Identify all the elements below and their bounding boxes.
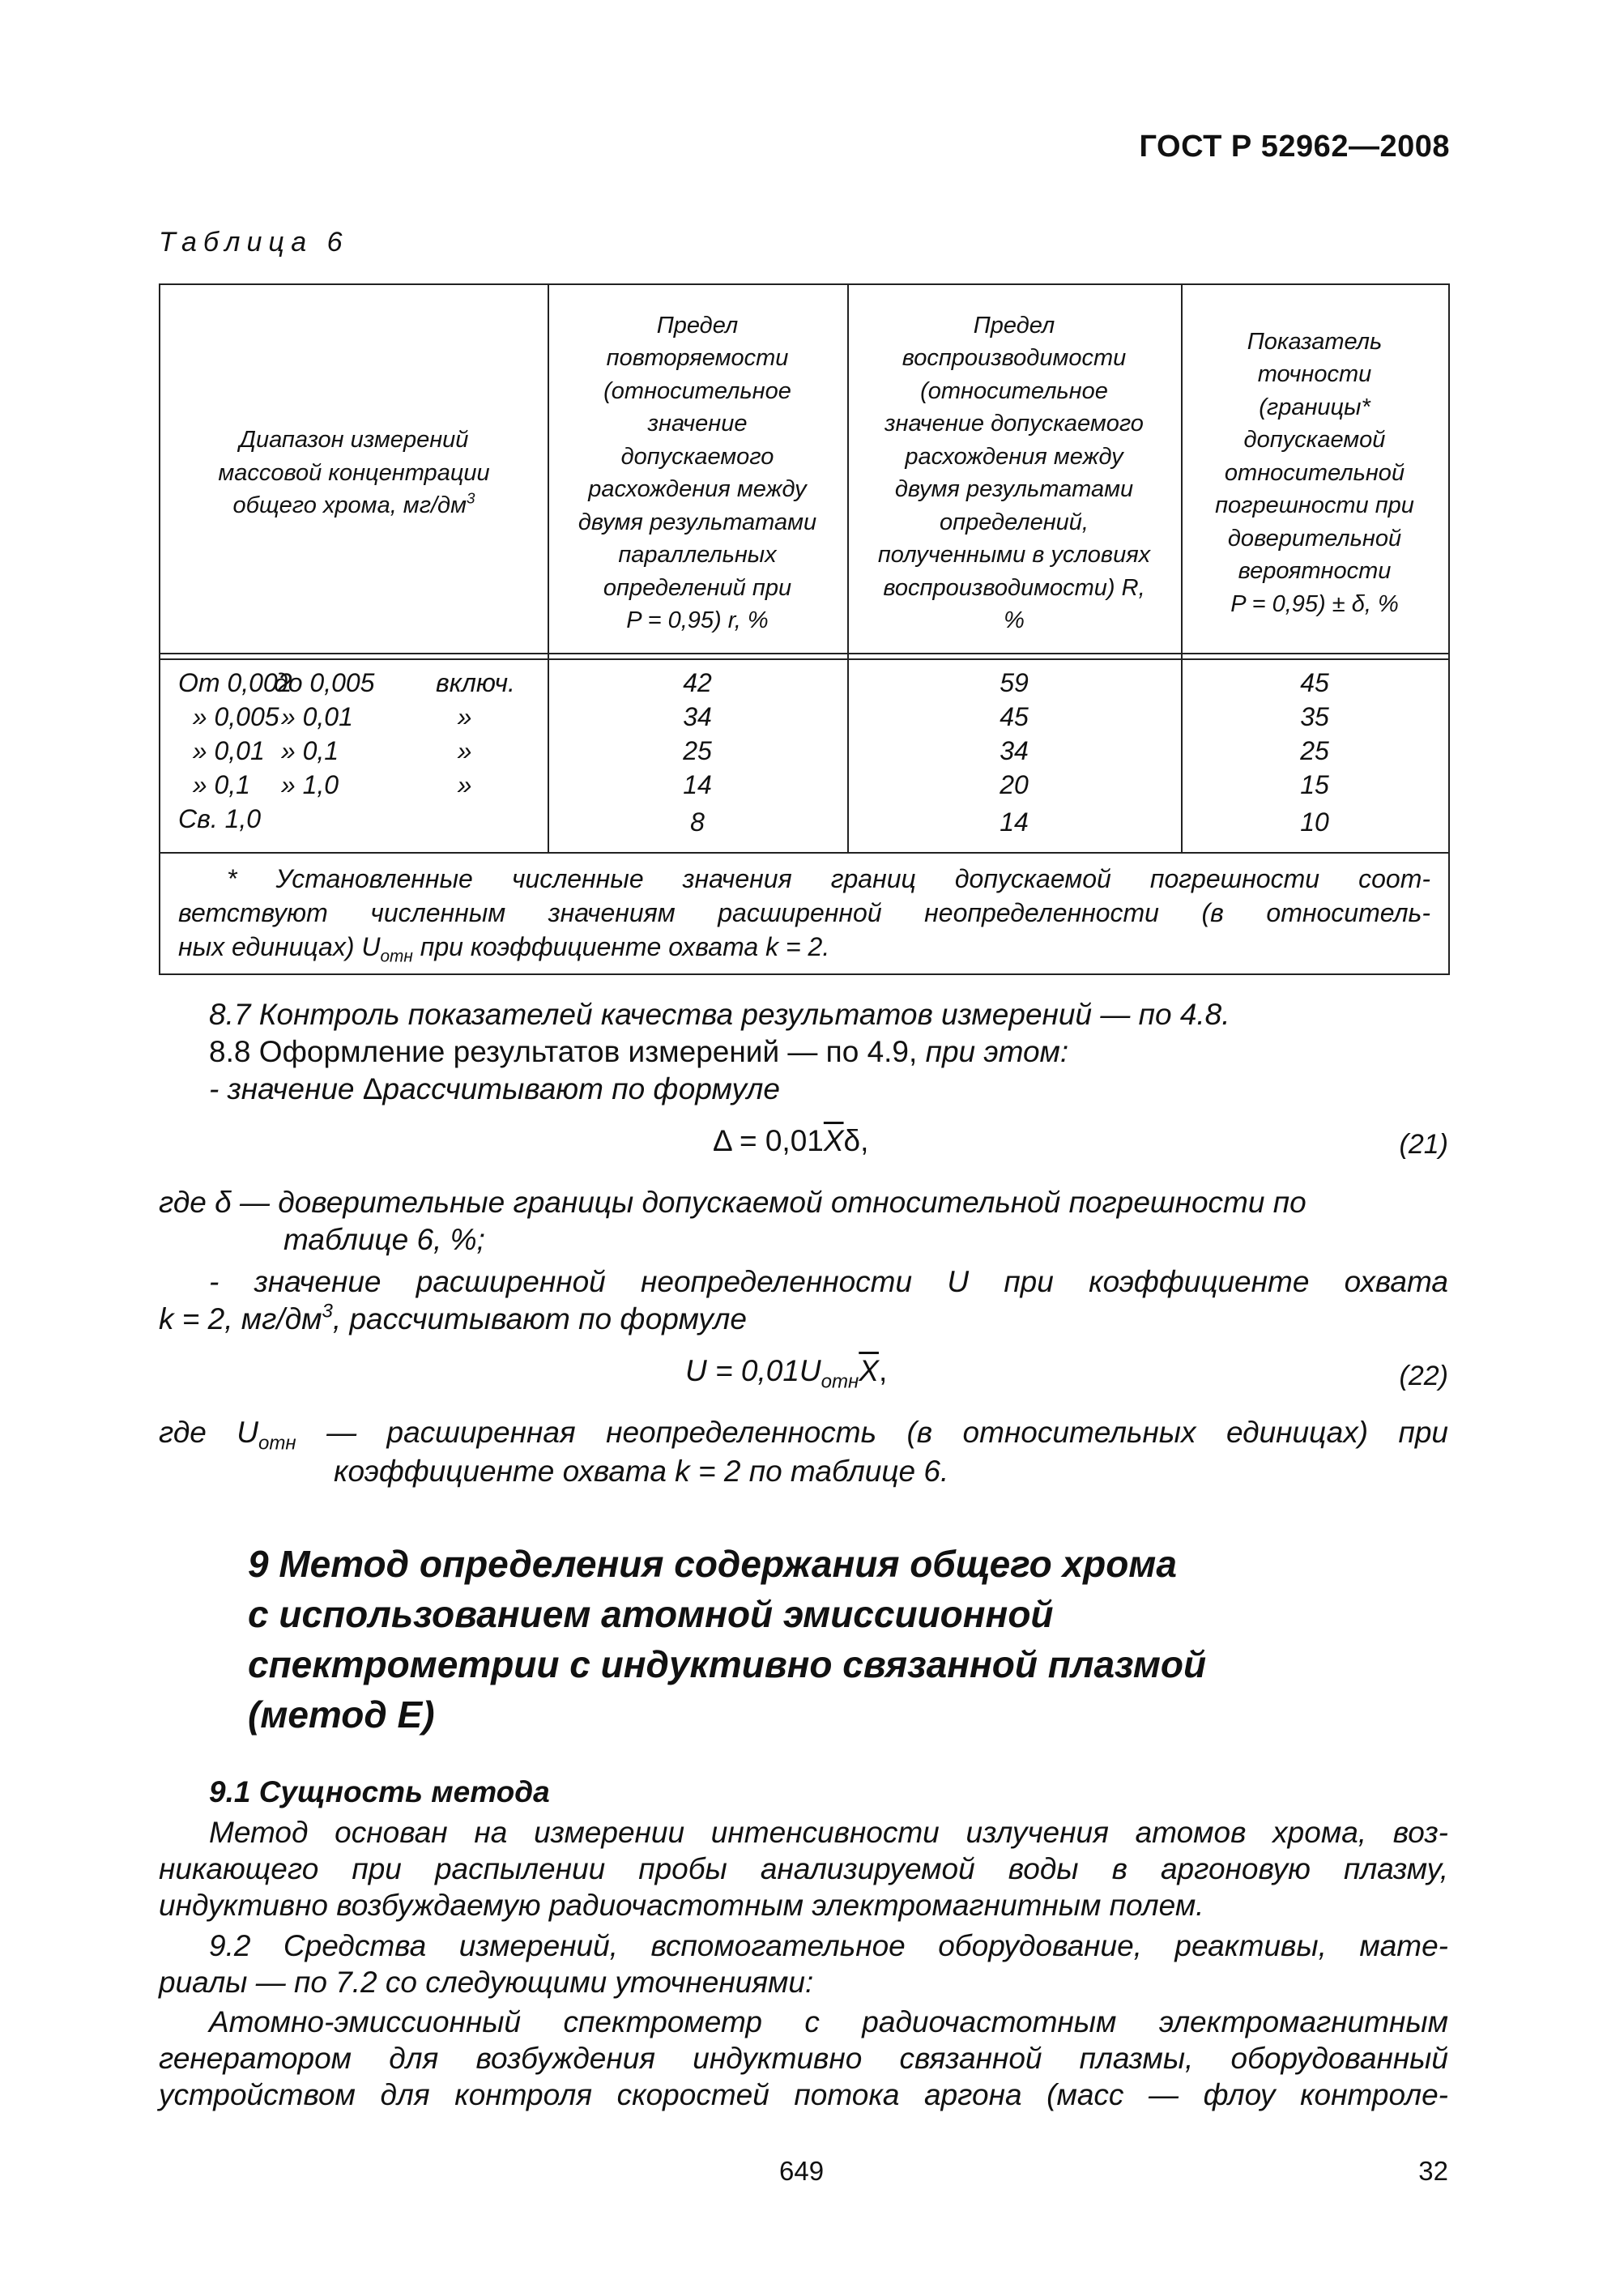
header-accuracy: Показатель точности (границы* допускаемой относительной погрешности при доверительной вероятности P = 0,95) ± δ, % — [1215, 328, 1414, 617]
page-number-center: 649 — [779, 2156, 825, 2186]
table-row: Св. 1,0 — [178, 804, 262, 833]
subsection-9-1-title: 9.1 Сущность метода — [209, 1775, 550, 1808]
header-divider — [160, 653, 1448, 654]
table-row: » 0,01 » 0,1 » — [178, 736, 472, 765]
footnote-divider — [160, 852, 1448, 854]
where-delta-cont: таблице 6, %; — [283, 1223, 485, 1256]
page-number-right: 32 — [1418, 2156, 1448, 2186]
formula-21-number: (21) — [1399, 1129, 1448, 1160]
formula-22-number: (22) — [1399, 1361, 1448, 1391]
paragraph-U: - значение расширенной неопределенности U при коэффициенте охвата — [209, 1265, 1448, 1298]
where-U: где $U_{отн}$ — расширенная неопределенность (в относительных единицах) при — [159, 1416, 1448, 1455]
header-reproducibility: Предел воспроизводимости (относительное значение допускаемого расхождения между двумя результатами определений, полученными в условиях воспроизводимости) R, % — [877, 312, 1151, 633]
paragraph-spectrometer: Атомно-эмиссионный спектрометр с радиочастотным электромагнитным генератором для возбуждения индуктивно связанной плазмы, оборудованный устройством для контроля скоростей потока аргона (масс — флоу контроле- — [159, 2005, 1448, 2111]
header-repeatability: Предел повторяемости (относительное значение допускаемого расхождения между двумя результатами параллельных определений при P = 0,95) r, % — [578, 312, 817, 633]
table-row: От 0,002 до 0,005 включ. — [178, 668, 515, 697]
reproducibility-values: 59 45 34 20 14 — [1000, 668, 1029, 837]
formula-22: $U = 0,01U_{отн}\overline{X}$, — [685, 1354, 888, 1393]
header-divider — [160, 658, 1448, 660]
where-U-cont: коэффициенте охвата k = 2 по таблице 6. — [334, 1455, 949, 1488]
where-delta: где δ — доверительные границы допускаемой относительной погрешности по — [159, 1186, 1306, 1219]
document-id: ГОСТ Р 52962—2008 — [1139, 130, 1450, 164]
paragraph-9-2: 9.2 Средства измерений, вспомогательное оборудование, реактивы, мате- риалы — по 7.2 со следующими уточнениями: — [159, 1929, 1448, 1999]
repeatability-values: 42 34 25 14 8 — [683, 668, 712, 837]
table-row: » 0,005 » 0,01 » — [178, 702, 472, 731]
table-6 — [159, 283, 1450, 975]
paragraph-delta: - значение Δрассчитывают по формуле — [209, 1072, 780, 1105]
table-row: » 0,1 » 1,0 » — [178, 770, 472, 799]
table-footnote: * Установленные численные значения границ допускаемой погрешности соот- ветствуют численным значениям расширенной неопределенности (в относитель- ных единицах) $U_{отн}$ при коэффициенте охвата k = 2. — [178, 864, 1430, 966]
accuracy-values: 45 35 25 15 10 — [1300, 668, 1329, 837]
section-9-title: 9 Метод определения содержания общего хрома с использованием атомной эмиссиионной спектрометрии с индуктивно связанной плазмой (метод Е) — [248, 1543, 1207, 1736]
paragraph-9-1: Метод основан на измерении интенсивности излучения атомов хрома, воз- никающего при распылении пробы анализируемой воды в аргоновую плазму, индуктивно возбуждаемую радиочастотным электромагнитным полем. — [159, 1816, 1448, 1922]
paragraph-8-8: 8.8 Оформление результатов измерений — по 4.9, при этом: — [209, 1035, 1069, 1068]
range-column — [178, 666, 533, 836]
table-caption: Таблица 6 — [159, 227, 349, 258]
formula-21: $\Delta = 0,01\overline{X}\delta$, — [713, 1124, 869, 1157]
header-range: Диапазон измерений массовой концентрации общего хрома, $мг/дм^3$ — [218, 427, 490, 519]
paragraph-8-7: 8.7 Контроль показателей качества результатов измерений — по 4.8. — [209, 998, 1230, 1031]
paragraph-U-cont: k = 2, $мг/дм^3$, рассчитывают по формуле — [159, 1300, 747, 1335]
